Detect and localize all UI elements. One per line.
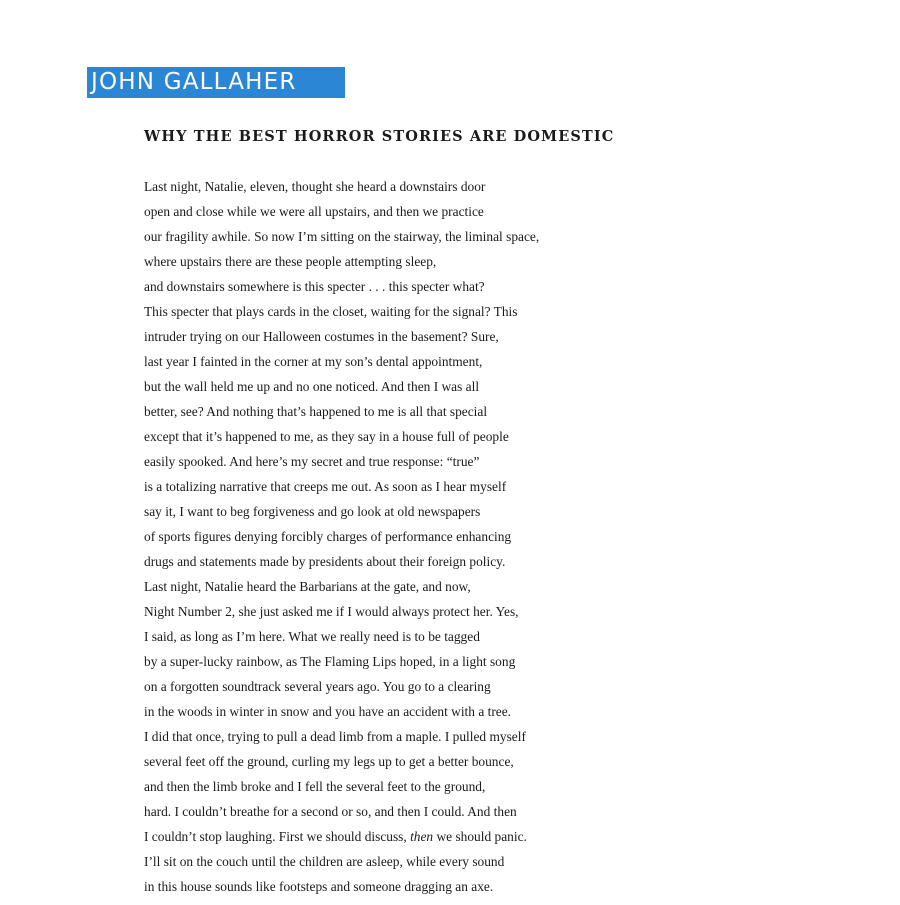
poem-line: Last night, Natalie, eleven, thought she heard a downstairs door: [144, 179, 486, 194]
poem-line: open and close while we were all upstairs, and then we practice: [144, 204, 484, 219]
poem-line: several feet off the ground, curling my legs up to get a better bounce,: [144, 754, 514, 769]
poem-line: by a super-lucky rainbow, as The Flaming Lips hoped, in a light song: [144, 654, 516, 669]
poem-line: on a forgotten soundtrack several years ago. You go to a clearing: [144, 679, 491, 694]
poem-line: I’ll sit on the couch until the children are asleep, while every sound: [144, 854, 505, 869]
poem-line: and downstairs somewhere is this specter . . . this specter what?: [144, 279, 485, 294]
poem-line: I did that once, trying to pull a dead limb from a maple. I pulled myself: [144, 729, 526, 744]
poem-line-segment: I couldn’t stop laughing. First we should discuss,: [144, 829, 411, 844]
poem-line: drugs and statements made by presidents about their foreign policy.: [144, 554, 506, 569]
poem-line: but the wall held me up and no one noticed. And then I was all: [144, 379, 480, 394]
poem-body: [144, 174, 539, 899]
poem-italic-word: then: [410, 829, 434, 844]
poem-line-with-italic: [144, 824, 539, 849]
poem-line: and then the limb broke and I fell the several feet to the ground,: [144, 779, 486, 794]
poem-line: where upstairs there are these people attempting sleep,: [144, 254, 437, 269]
poem-line: Last night, Natalie heard the Barbarians at the gate, and now,: [144, 579, 471, 594]
poem-title: WHY THE BEST HORROR STORIES ARE DOMESTIC: [144, 128, 615, 145]
poem-line: in this house sounds like footsteps and someone dragging an axe.: [144, 879, 494, 894]
poem-line: Night Number 2, she just asked me if I would always protect her. Yes,: [144, 604, 519, 619]
poem-line: say it, I want to beg forgiveness and go look at old newspapers: [144, 504, 481, 519]
poem-line: in the woods in winter in snow and you have an accident with a tree.: [144, 704, 512, 719]
author-name-banner: JOHN GALLAHER: [87, 67, 345, 98]
poem-line: except that it’s happened to me, as they say in a house full of people: [144, 429, 509, 444]
poem-line: last year I fainted in the corner at my son’s dental appointment,: [144, 354, 483, 369]
poem-line: easily spooked. And here’s my secret and true response: “true”: [144, 454, 480, 469]
poem-line: hard. I couldn’t breathe for a second or so, and then I could. And then: [144, 804, 517, 819]
poem-line: of sports figures denying forcibly charges of performance enhancing: [144, 529, 512, 544]
poem-line: I said, as long as I’m here. What we really need is to be tagged: [144, 629, 480, 644]
poem-line: is a totalizing narrative that creeps me out. As soon as I hear myself: [144, 479, 507, 494]
poem-line: better, see? And nothing that’s happened to me is all that special: [144, 404, 488, 419]
poem-line: This specter that plays cards in the closet, waiting for the signal? This: [144, 304, 518, 319]
poem-line: our fragility awhile. So now I’m sitting on the stairway, the liminal space,: [144, 229, 540, 244]
poem-line: intruder trying on our Halloween costumes in the basement? Sure,: [144, 329, 499, 344]
poem-line-segment: we should panic.: [433, 829, 527, 844]
